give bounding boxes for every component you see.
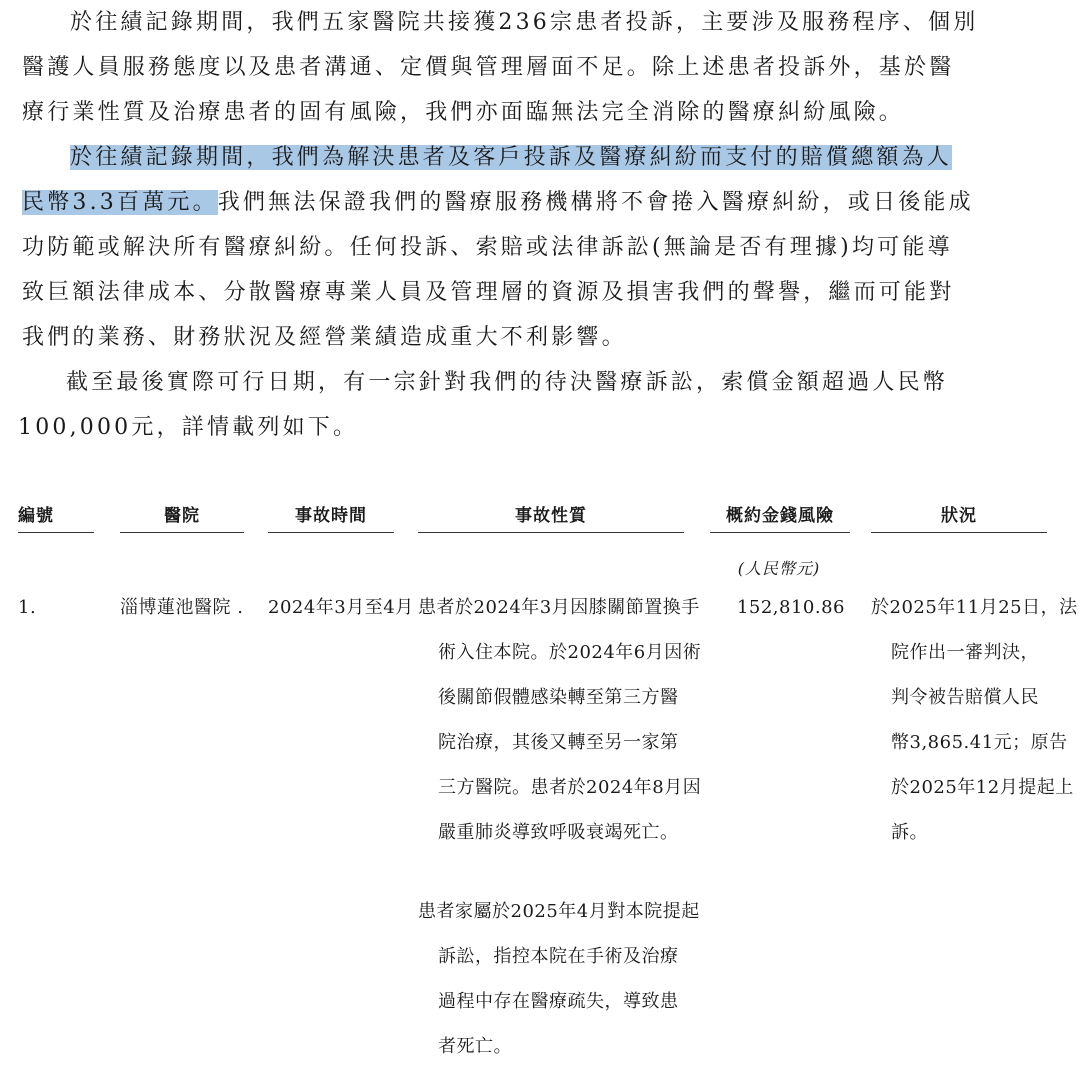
text-line: 後關節假體感染轉至第三方醫	[438, 687, 679, 708]
text-line: 醫護人員服務態度以及患者溝通、定價與管理層面不足。除上述患者投訴外，基於醫	[22, 55, 955, 80]
text-line: 術入住本院。於2024年6月因術	[438, 642, 702, 663]
text-line: 訴。	[891, 822, 928, 843]
paragraph-complaints	[22, 0, 1058, 135]
text-line: 過程中存在醫療疏失，導致患	[438, 991, 679, 1012]
cell-time: 2024年3月至4月	[268, 597, 414, 618]
header-status: 狀況	[871, 504, 1047, 533]
highlighted-text[interactable]: 於往績記錄期間，我們為解決患者及客戶投訴及醫療糾紛而支付的賠償總額為人	[70, 145, 953, 170]
cell-no: 1.	[18, 597, 37, 618]
header-time: 事故時間	[268, 504, 394, 533]
text-line	[22, 180, 1058, 225]
text-line: 功防範或解決所有醫療糾紛。任何投訴、索賠或法律訴訟(無論是否有理據)均可能導	[22, 235, 953, 260]
header-amount: 概約金錢風險	[710, 504, 850, 533]
cell-hospital: 淄博蓮池醫院 .	[120, 597, 244, 618]
text-line: 患者於2024年3月因膝關節置換手	[418, 597, 700, 618]
paragraph-compensation	[22, 135, 1058, 360]
text-line: 於往績記錄期間，我們五家醫院共接獲236宗患者投訴，主要涉及服務程序、個別	[70, 10, 979, 35]
cell-nature-part2	[418, 889, 700, 1069]
cell-amount: 152,810.86	[736, 597, 845, 618]
text-line: 幣3,865.41元；原告	[891, 732, 1068, 753]
highlighted-text[interactable]: 民幣3.3百萬元。	[22, 190, 218, 215]
text-line: 嚴重肺炎導致呼吸衰竭死亡。	[438, 822, 679, 843]
text-line: 三方醫院。患者於2024年8月因	[438, 777, 702, 798]
text-line: 判令被告賠償人民	[891, 687, 1039, 708]
text-line: 者死亡。	[438, 1036, 512, 1057]
header-no: 編號	[18, 504, 94, 533]
header-nature: 事故性質	[418, 504, 684, 533]
text-fragment: 我們無法保證我們的醫療服務機構將不會捲入醫療糾紛，或日後能成	[217, 190, 974, 215]
paragraph-pending-litigation	[18, 360, 1054, 450]
text-line: 於2025年11月25日，法	[871, 597, 1078, 618]
text-line: 患者家屬於2025年4月對本院提起	[418, 901, 700, 922]
text-line: 100,000元，詳情載列如下。	[18, 415, 359, 440]
cell-nature-part1	[418, 585, 702, 855]
text-line: 院治療，其後又轉至另一家第	[438, 732, 679, 753]
text-line: 我們的業務、財務狀況及經營業績造成重大不利影響。	[22, 325, 627, 350]
text-line: 截至最後實際可行日期，有一宗針對我們的待決醫療訴訟，索償金額超過人民幣	[66, 370, 949, 395]
text-line: 致巨額法律成本、分散醫療專業人員及管理層的資源及損害我們的聲譽，繼而可能對	[22, 280, 955, 305]
text-line: 院作出一審判決，	[891, 642, 1039, 663]
text-line: 訴訟，指控本院在手術及治療	[438, 946, 679, 967]
text-line: 於2025年12月提起上	[891, 777, 1074, 798]
cell-status	[871, 585, 1078, 855]
text-line: 療行業性質及治療患者的固有風險，我們亦面臨無法完全消除的醫療糾紛風險。	[22, 100, 905, 125]
text-line	[22, 135, 1058, 180]
amount-unit: (人民幣元)	[737, 559, 821, 578]
header-hospital: 醫院	[120, 504, 244, 533]
